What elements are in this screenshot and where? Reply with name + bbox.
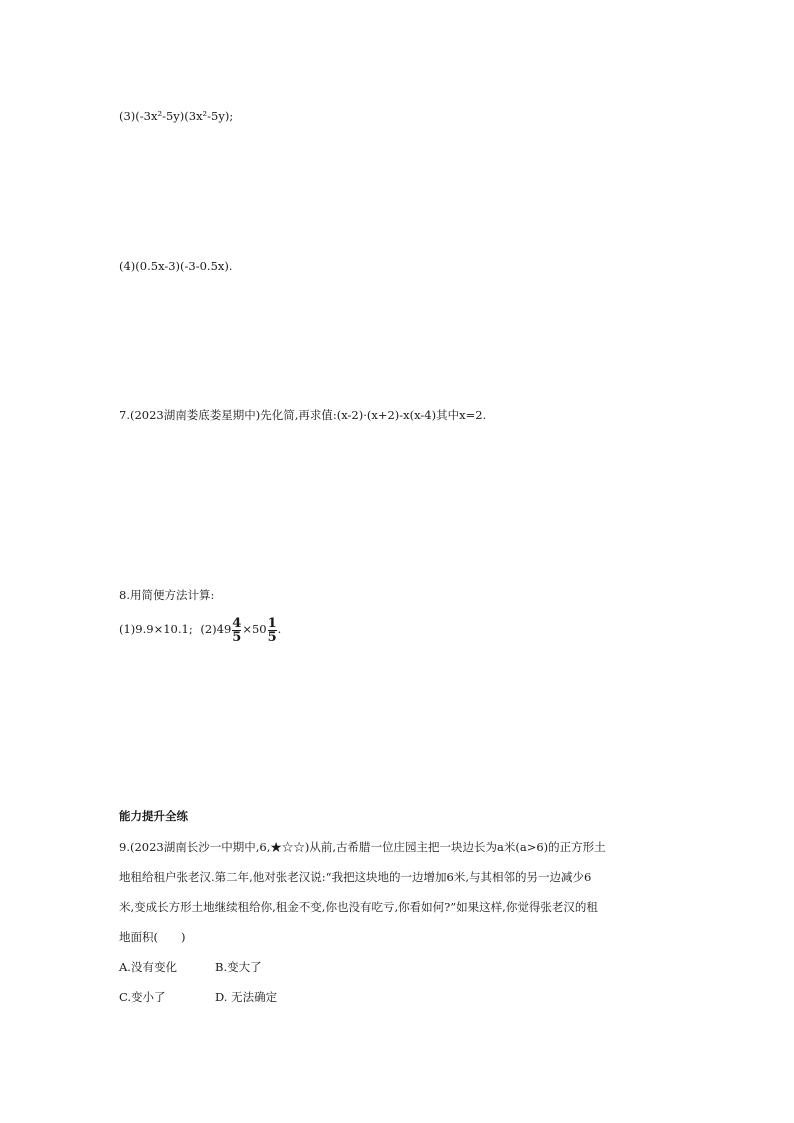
question-8-title: 8.用简便方法计算: — [119, 588, 215, 602]
question-9-line-1: 9.(2023湖南长沙一中期中,6,★☆☆)从前,古希腊一位庄园主把一块边长为a米(a>6)的正方形土 — [119, 840, 606, 854]
fraction-1-5 — [268, 617, 277, 644]
fraction-numerator: 4 — [232, 615, 242, 631]
times-50: ×50 — [242, 622, 267, 636]
question-8-part-2 — [200, 615, 282, 645]
question-9-line-2: 地租给租户张老汉.第二年,他对张老汉说:“我把这块地的一边增加6米,与其相邻的另一边减少6 — [119, 870, 592, 884]
fraction-4-5 — [232, 617, 241, 644]
question-6-part-4: (4)(0.5x-3)(-3-0.5x). — [119, 259, 233, 273]
question-7: 7.(2023湖南娄底娄星期中)先化简,再求值:(x-2)·(x+2)-x(x-4)其中x=2. — [119, 408, 487, 422]
option-b[interactable]: B.变大了 — [215, 960, 262, 974]
fraction-denominator: 5 — [232, 629, 242, 645]
question-8-part-1: (1)9.9×10.1; — [119, 622, 193, 636]
option-d[interactable]: D. 无法确定 — [215, 990, 278, 1004]
question-8-parts — [119, 614, 281, 644]
fraction-denominator: 5 — [267, 629, 277, 645]
option-a[interactable]: A.没有变化 — [119, 960, 177, 974]
section-title: 能力提升全练 — [119, 809, 188, 823]
question-9-options-row-2 — [119, 989, 278, 1005]
option-c[interactable]: C.变小了 — [119, 990, 166, 1004]
mixed-number-whole-1: (2)49 — [200, 622, 232, 636]
question-9-options-row-1 — [119, 959, 262, 975]
question-6-part-3: (3)(-3x²-5y)(3x²-5y); — [119, 109, 234, 123]
question-9-line-3: 米,变成长方形土地继续租给你,租金不变,你也没有吃亏,你看如何?”如果这样,你觉得张老汉的租 — [119, 900, 598, 914]
fraction-numerator: 1 — [267, 615, 277, 631]
period: . — [277, 622, 282, 636]
question-9-line-4: 地面积( ) — [119, 930, 186, 944]
